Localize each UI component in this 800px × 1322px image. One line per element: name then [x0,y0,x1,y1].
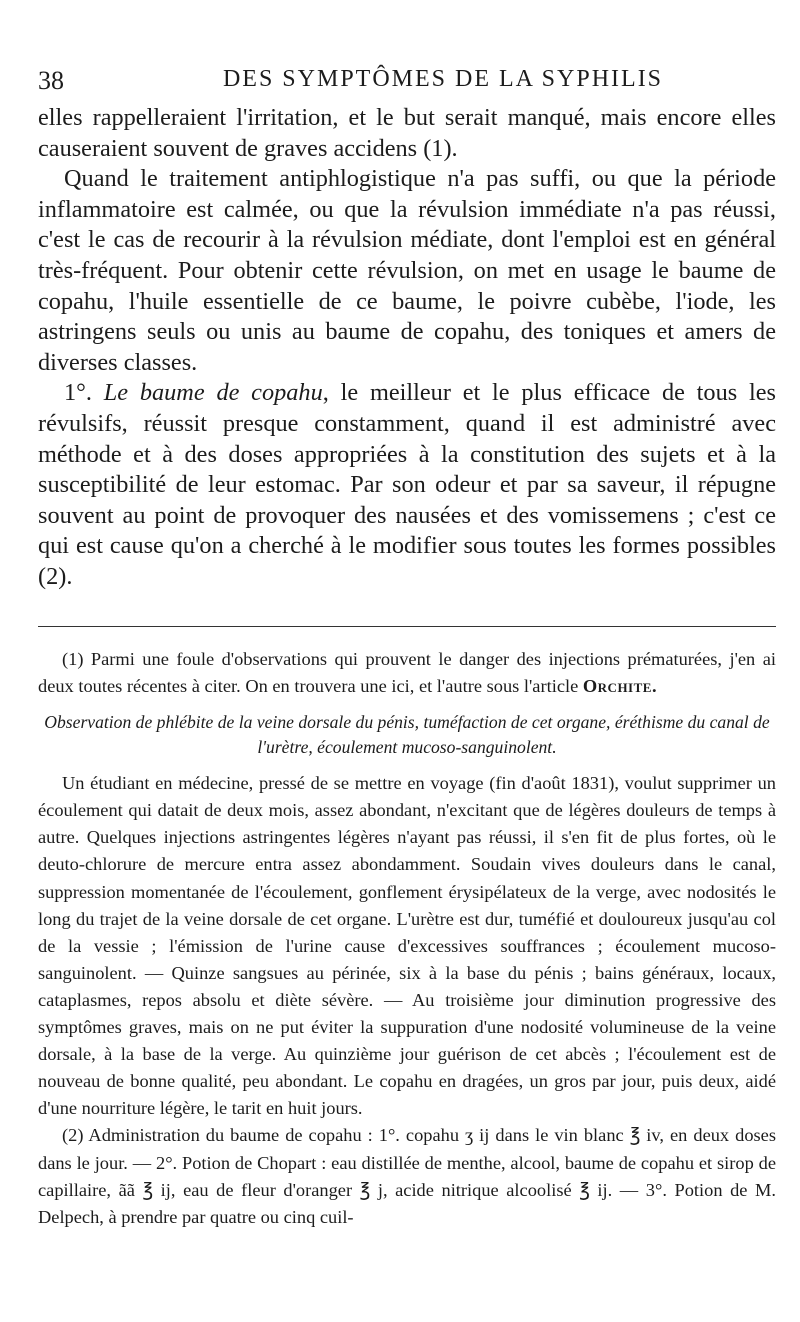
page-number: 38 [38,66,64,95]
footnote-rule [38,626,776,627]
footnote-1-text: (1) Parmi une foule d'observations qui prouvent le danger des injections prématurées, j'en ai deux toutes récentes à citer. On en trouvera une ici, et l'autre sous l'article [38,649,776,697]
footnote-2: (2) Administration du baume de copahu : 1°. copahu ʒ ij dans le vin blanc ℥ iv, en deux doses dans le jour. — 2°. Potion de Chopart : eau distillée de menthe, alcool, baume de copahu et sirop de capillaire, ãã ℥ ij, eau de fleur d'oranger ℥ j, acide nitrique alcoolisé ℥ ij. — 3°. Potion de M. Delpech, à prendre par quatre ou cinq cuil- [38,1125,776,1227]
paragraph-copahu-text: , le meilleur et le plus efficace de tous les révulsifs, réussit presque constamment, quand il est administré avec méthode et à des doses appropriées à la constitution des sujets et à la susceptibilité de leur estomac. Par son odeur et par sa saveur, il répugne souvent au point de provoquer des nausées et des vomissemens ; c'est ce qui est cause qu'on a cherché à le modifier sous toutes les formes possibles (2). [38,379,776,590]
observation-title: Observation de phlébite de la veine dorsale du pénis, tuméfaction de cet organe, éréthisme du canal de l'urètre, écoulement mucoso-sanguinolent. [44,712,770,758]
footnote-1 [38,646,776,700]
paragraph-copahu [38,378,776,592]
footnote-1-reference: Orchite. [582,676,658,697]
paragraph-continuation: elles rappelleraient l'irritation, et le but serait manqué, mais encore elles causeraient souvent de graves accidens (1). [38,104,776,162]
observation-body: Un étudiant en médecine, pressé de se mettre en voyage (fin d'août 1831), voulut supprimer un écoulement qui datait de deux mois, assez abondant, n'excitant que de légères douleurs de temps à autre. Quelques injections astringentes légères n'ayant pas réussi, il s'en fit de plus fortes, où le deuto-chlorure de mercure entra assez abondamment. Soudain vives douleurs dans le canal, suppression momentanée de l'écoulement, gonflement érysipélateux de la verge, avec nodosités le long du trajet de la veine dorsale de cet organe. L'urètre est dur, tuméfié et douloureux jusqu'au col de la vessie ; l'émission de l'urine cause d'excessives souffrances ; écoulement mucoso-sanguinolent. — Quinze sangsues au périnée, six à la base du pénis ; bains généraux, locaux, cataplasmes, repos absolu et diète sévère. — Au troisième jour diminution progressive des symptômes graves, mais on ne put éviter la suppuration d'une nodosité volumineuse de la veine dorsale, à la base de la verge. Au quinzième jour guérison de cet abcès ; l'écoulement est de nouveau de bonne qualité, peu abondant. Le copahu en dragées, un gros par jour, puis deux, aidé d'une nourriture légère, le tarit en huit jours. [38,773,776,1119]
item-number: 1°. [64,379,104,407]
paragraph-revulsion: Quand le traitement antiphlogistique n'a pas suffi, ou que la période inflammatoire est calmée, ou que la révulsion immédiate n'a pas réussi, c'est le cas de recourir à la révulsion médiate, dont l'emploi est en général très-fréquent. Pour obtenir cette révulsion, on met en usage le baume de copahu, l'huile essentielle de ce baume, le poivre cubèbe, l'iode, les astringens seuls ou unis au baume de copahu, des toniques et amers de diverses classes. [38,165,776,376]
main-text [38,103,776,593]
page-header [38,60,778,100]
running-title: DES SYMPTÔMES DE LA SYPHILIS [222,66,664,92]
item-heading: Le baume de copahu [103,379,323,407]
footnotes [38,646,776,1231]
